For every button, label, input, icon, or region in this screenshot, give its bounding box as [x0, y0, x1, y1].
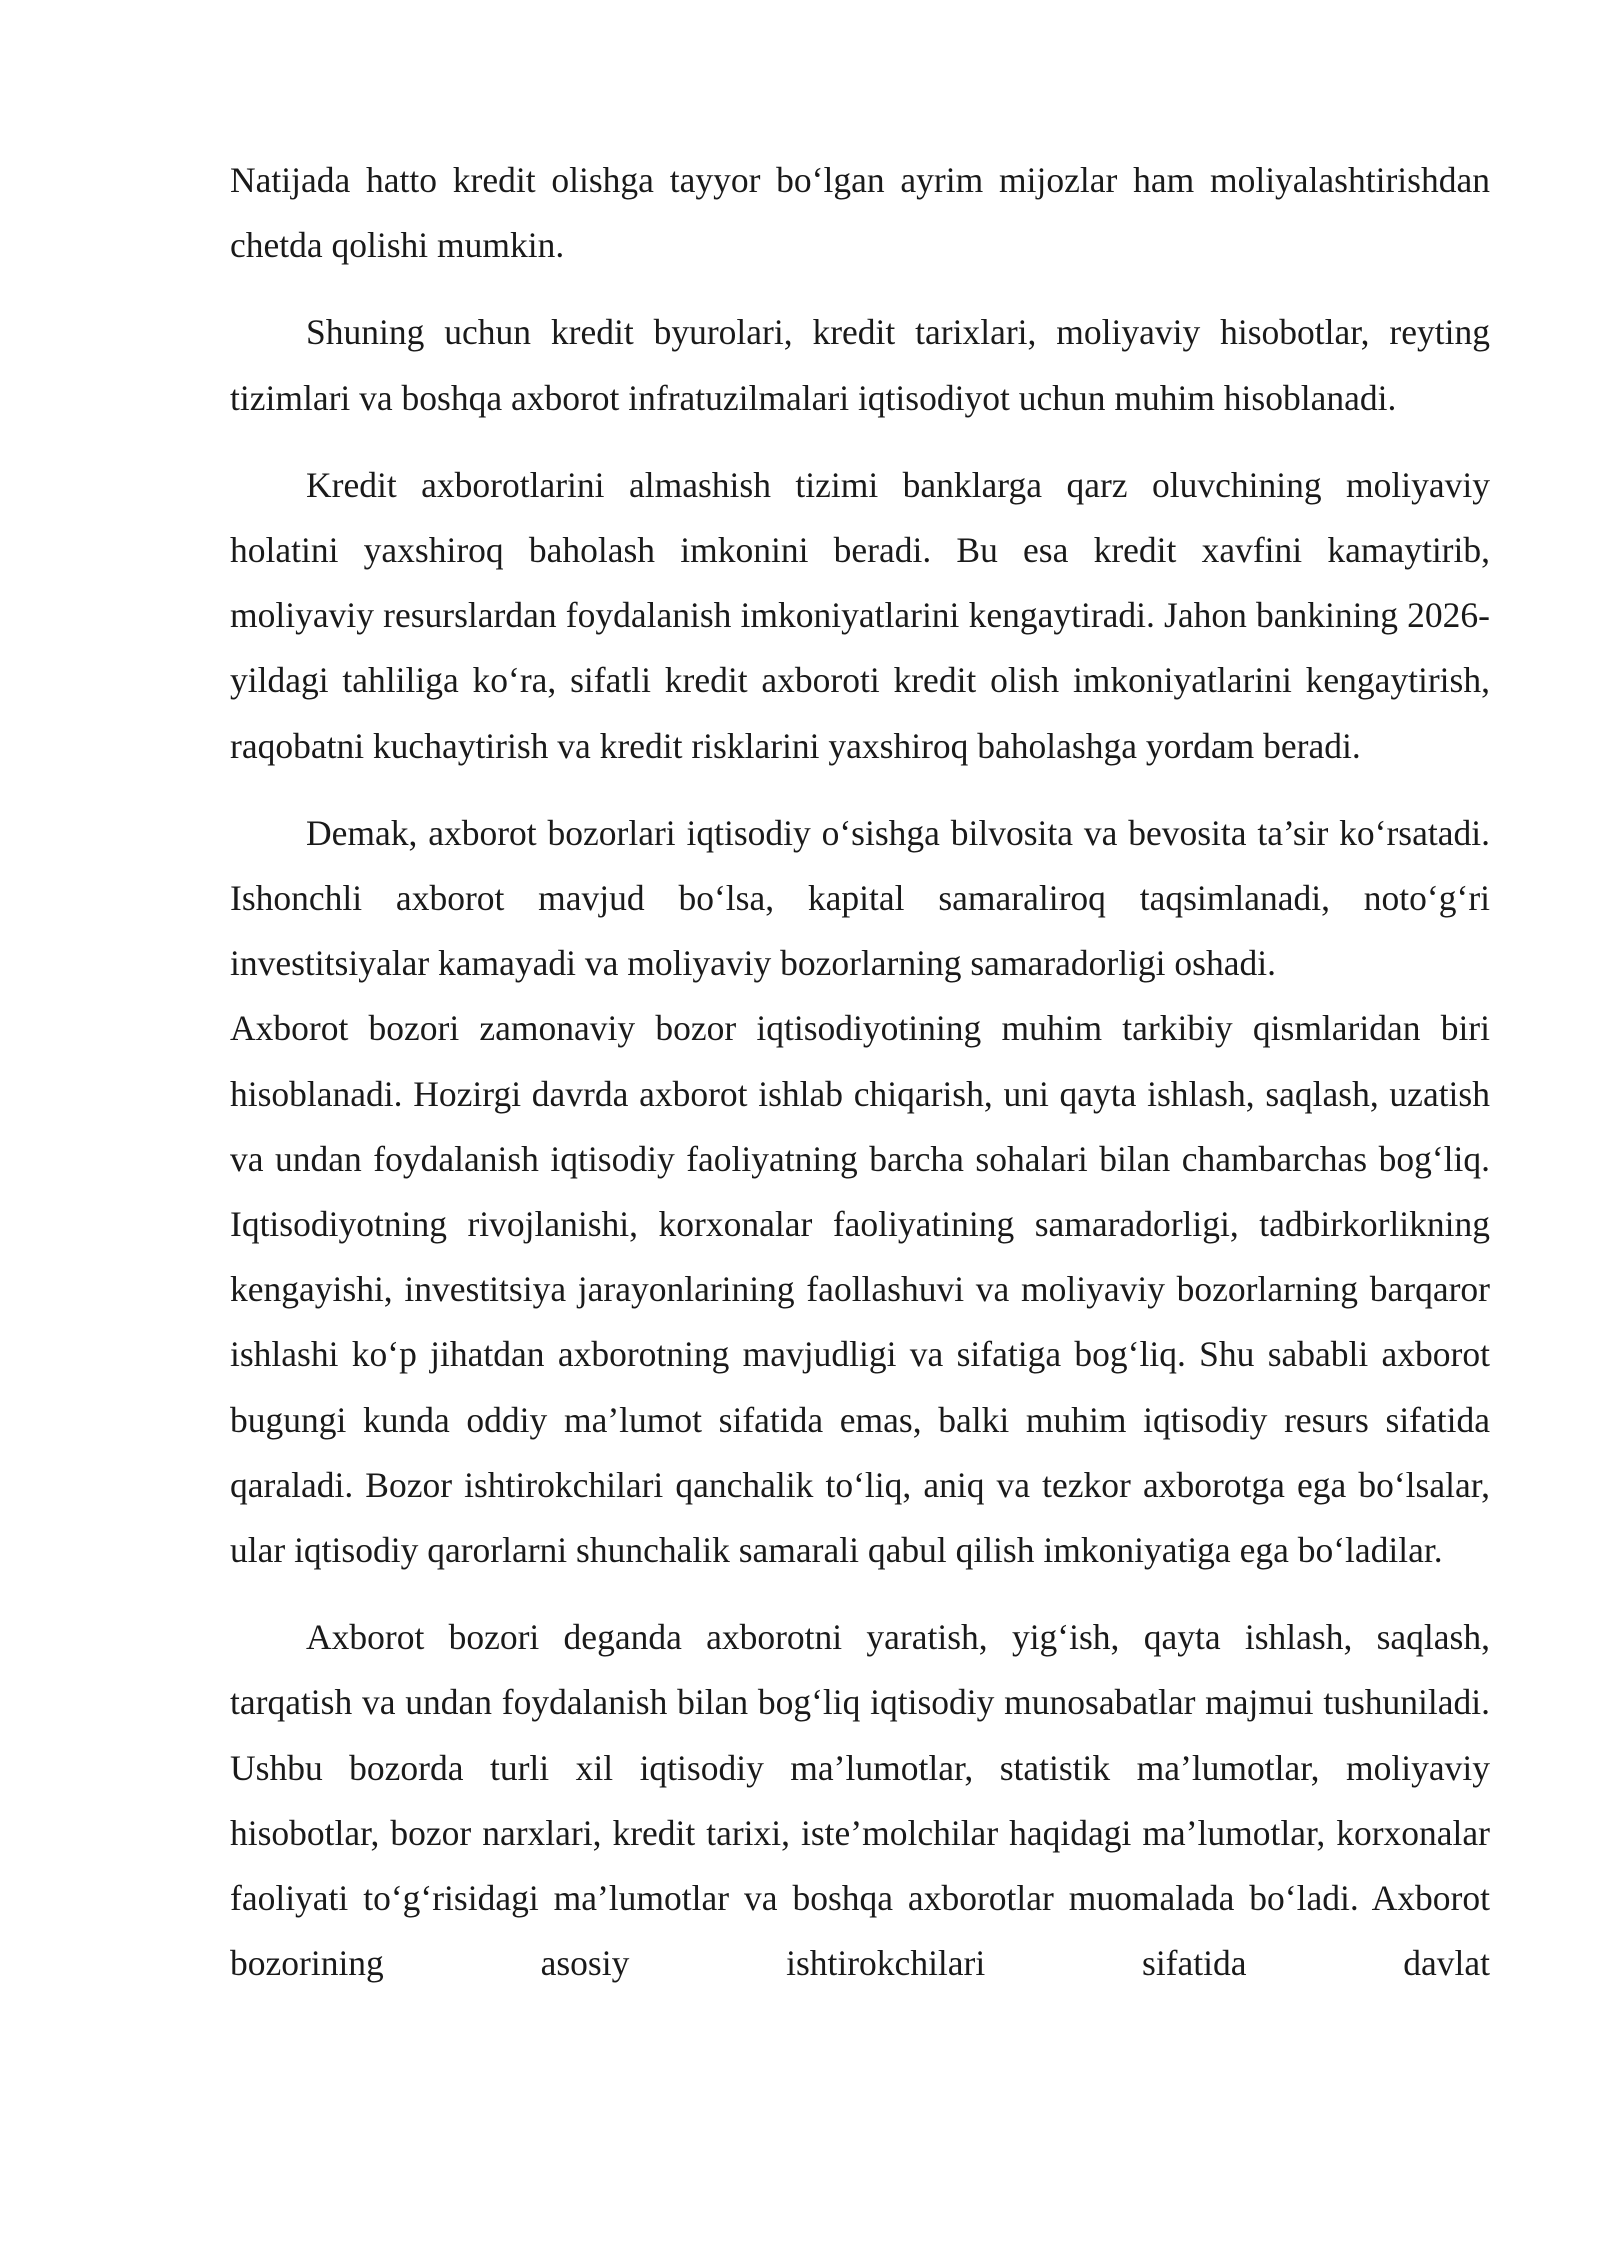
paragraph-4: Demak, axborot bozorlari iqtisodiy o‘sishga bilvosita va bevosita ta’sir ko‘rsatadi. Ishonchli axborot mavjud bo‘lsa, kapital samaraliroq taqsimlanadi, noto‘g‘ri investitsiyalar kamayadi va moliyaviy bozorlarning samaradorligi oshadi. — [230, 812, 1490, 984]
paragraph-1: Natijada hatto kredit olishga tayyor bo‘lgan ayrim mijozlar ham moliyalashtirishdan chetda qolishi mumkin. — [230, 160, 1490, 266]
paragraph-5: Axborot bozori zamonaviy bozor iqtisodiyotining muhim tarkibiy qismlaridan biri hisoblanadi. Hozirgi davrda axborot ishlab chiqarish, uni qayta ishlash, saqlash, uzatish va undan foydalanish iqtisodiy faoliyatning barcha sohalari bilan chambarchas bog‘liq. Iqtisodiyotning rivojlanishi, korxonalar faoliyatining samaradorligi, tadbirkorlikning kengayishi, investitsiya jarayonlarining faollashuvi va moliyaviy bozorlarning barqaror ishlashi ko‘p jihatdan axborotning mavjudligi va sifatiga bog‘liq. Shu sababli axborot bugungi kunda oddiy ma’lumot sifatida emas, balki muhim iqtisodiy resurs sifatida qaraladi. Bozor ishtirokchilari qanchalik to‘liq, aniq va tezkor axborotga ega bo‘lsalar, ular iqtisodiy qarorlarni shunchalik samarali qabul qilish imkoniyatiga ega bo‘ladilar. — [230, 1008, 1490, 1571]
paragraph-3: Kredit axborotlarini almashish tizimi banklarga qarz oluvchining moliyaviy holatini yaxshiroq baholash imkonini beradi. Bu esa kredit xavfini kamaytirib, moliyaviy resurslardan foydalanish imkoniyatlarini kengaytiradi. Jahon bankining 2026-yildagi tahliliga ko‘ra, sifatli kredit axboroti kredit olish imkoniyatlarini kengaytirish, raqobatni kuchaytirish va kredit risklarini yaxshiroq baholashga yordam beradi. — [230, 464, 1490, 766]
paragraph-2: Shuning uchun kredit byurolari, kredit tarixlari, moliyaviy hisobotlar, reyting tizimlari va boshqa axborot infratuzilmalari iqtisodiyot uchun muhim hisoblanadi. — [230, 312, 1490, 418]
paragraph-6: Axborot bozori deganda axborotni yaratish, yig‘ish, qayta ishlash, saqlash, tarqatish va undan foydalanish bilan bog‘liq iqtisodiy munosabatlar majmui tushuniladi. Ushbu bozorda turli xil iqtisodiy ma’lumotlar, statistik ma’lumotlar, moliyaviy hisobotlar, bozor narxlari, kredit tarixi, iste’molchilar haqidagi ma’lumotlar, korxonalar faoliyati to‘g‘risidagi ma’lumotlar va boshqa axborotlar muomalada bo‘ladi. Axborot bozorining asosiy ishtirokchilari sifatida davlat — [230, 1617, 1490, 1984]
document-body — [230, 148, 1490, 2018]
